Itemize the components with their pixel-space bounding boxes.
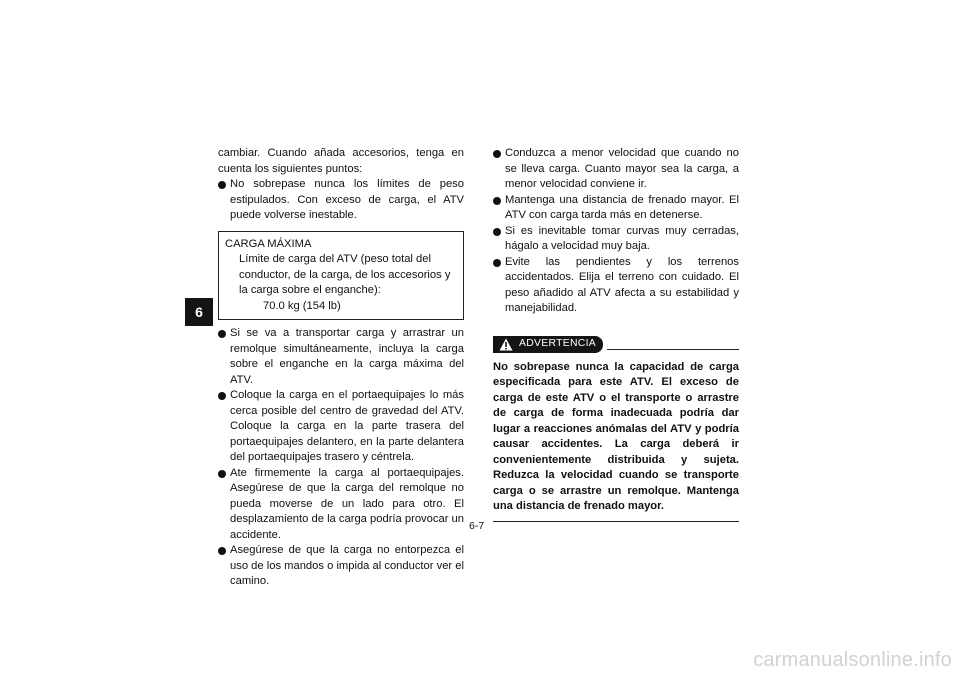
bullet-dot-icon (218, 392, 226, 400)
bullet-dot-icon (218, 547, 226, 555)
warning-divider (607, 349, 739, 350)
intro-text: cambiar. Cuando añada accesorios, tenga en cuenta los siguientes puntos: (218, 147, 464, 175)
bullet-dot-icon (218, 330, 226, 338)
list-item: Ate firmemente la carga al portaequipajes. Asegúrese de que la carga del remolque no pueda moverse de un lado para otro. El desplazamiento de la carga podría provocar un accidente. (218, 466, 464, 544)
list-item: Si es inevitable tomar curvas muy cerradas, hágalo a velocidad muy baja. (493, 224, 739, 255)
right-column (493, 146, 739, 522)
warning-label: ADVERTENCIA (519, 338, 597, 350)
bullet-dot-icon (493, 228, 501, 236)
list-item: Mantenga una distancia de frenado mayor. El ATV con carga tarda más en detenerse. (493, 193, 739, 224)
max-load-value: 70.0 kg (154 lb) (263, 299, 341, 312)
max-load-title: CARGA MÁXIMA (225, 237, 312, 250)
list-item: No sobrepase nunca los límites de peso estipulados. Con exceso de carga, el ATV puede volverse inestable. (218, 177, 464, 224)
list-item: Coloque la carga en el portaequipajes lo más cerca posible del centro de gravedad del ATV. Coloque la carga en la parte trasera del portaequipajes delantero, en la parte delantera del portaequipajes trasero y céntrela. (218, 388, 464, 466)
bullet-dot-icon (493, 197, 501, 205)
watermark: carmanualsonline.info (753, 649, 952, 671)
max-load-description: Límite de carga del ATV (peso total del conductor, de la carga, de los accesorios y la carga sobre el enganche): (239, 253, 451, 296)
bullet-dot-icon (218, 470, 226, 478)
bullet-list-bottom (218, 326, 464, 590)
list-item: Si se va a transportar carga y arrastrar un remolque simultáneamente, incluya la carga sobre el enganche en la carga máxima del ATV. (218, 326, 464, 388)
warning-badge (493, 336, 603, 353)
warning-header (493, 336, 739, 356)
section-tab: 6 (185, 298, 213, 326)
warning-triangle-icon (499, 338, 513, 351)
list-item: Asegúrese de que la carga no entorpezca el uso de los mandos o impida al conductor ver el camino. (218, 543, 464, 590)
max-load-box (218, 231, 464, 321)
warning-text: No sobrepase nunca la capacidad de carga especificada para este ATV. El exceso de carga de este ATV o el transporte o arrastre de carga de forma inadecuada podría dar lugar a reacciones anómalas del ATV y podría causar accidentes. La carga deberá ir convenientemente distribuida y sujeta. Reduzca la velocidad cuando se transporte carga o se arrastre un remolque. Mantenga una distancia de frenado mayor. (493, 360, 739, 512)
bullet-list-top (218, 177, 464, 224)
bullet-dot-icon (493, 259, 501, 267)
list-item: Conduzca a menor velocidad que cuando no se lleva carga. Cuanto mayor sea la carga, a menor velocidad conviene ir. (493, 146, 739, 193)
page-number: 6-7 (469, 520, 485, 532)
warning-end-rule (493, 521, 739, 522)
bullet-dot-icon (218, 181, 226, 189)
left-column (218, 146, 464, 590)
bullet-dot-icon (493, 150, 501, 158)
list-item: Evite las pendientes y los terrenos accidentados. Elija el terreno con cuidado. El peso añadido al ATV afecta a su estabilidad y manejabilidad. (493, 255, 739, 317)
bullet-list-right (493, 146, 739, 317)
